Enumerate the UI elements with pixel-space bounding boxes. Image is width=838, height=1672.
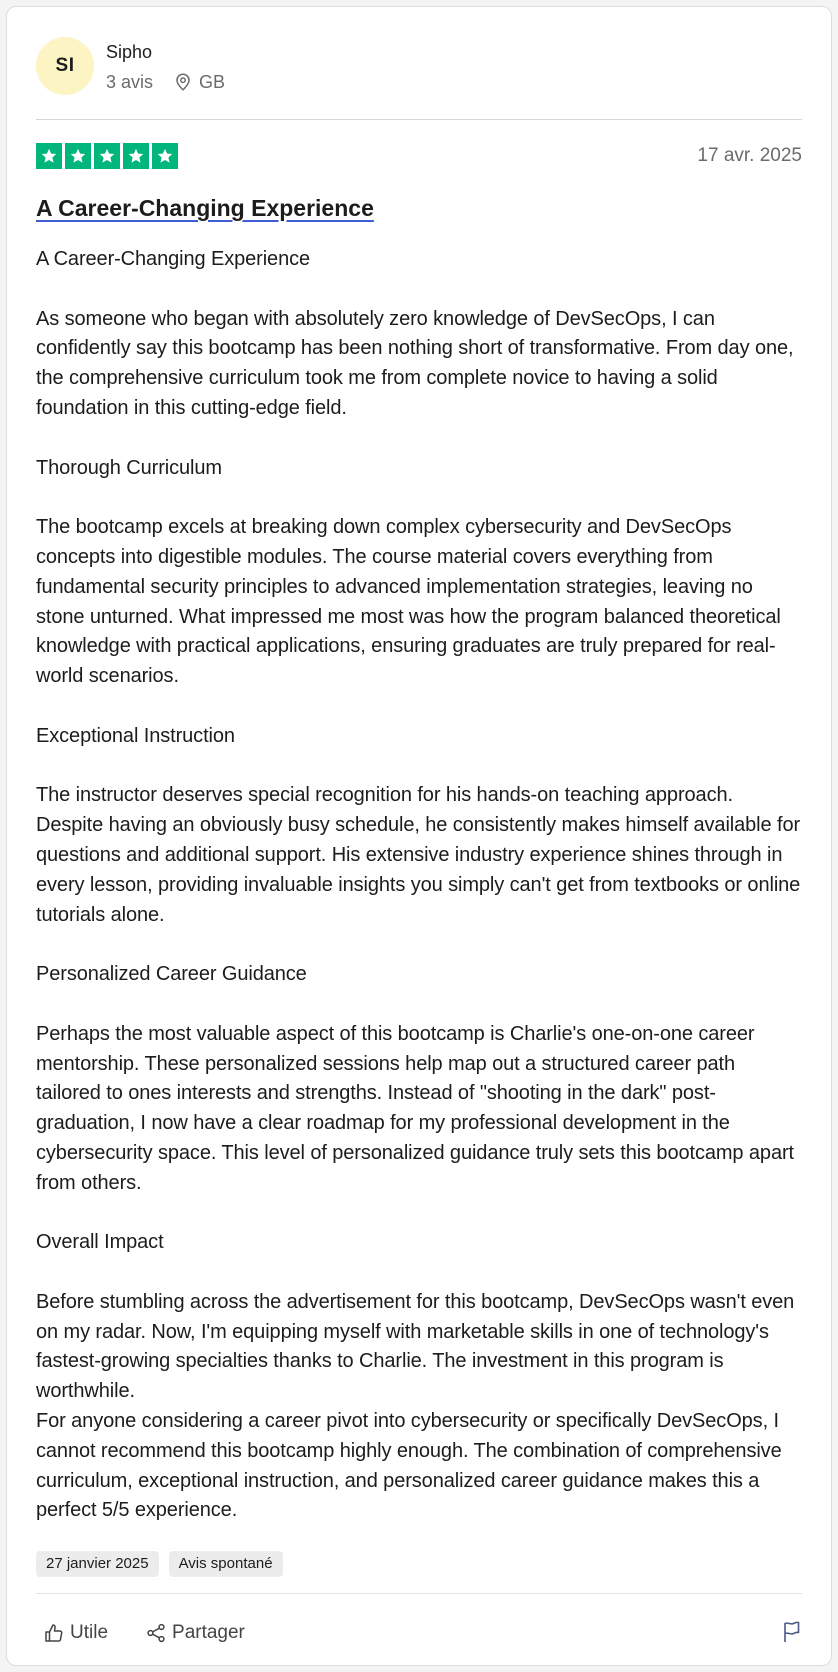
share-label: Partager bbox=[172, 1622, 245, 1643]
location-pin-icon bbox=[175, 73, 191, 91]
star-icon bbox=[36, 143, 62, 169]
share-button[interactable] bbox=[138, 1622, 245, 1644]
review-actions bbox=[36, 1617, 802, 1649]
review-tags bbox=[36, 1551, 293, 1577]
review-date: 17 avr. 2025 bbox=[697, 145, 802, 166]
review-type-tag: Avis spontané bbox=[169, 1551, 283, 1577]
star-icon bbox=[152, 143, 178, 169]
consumer-name[interactable]: Sipho bbox=[106, 42, 153, 62]
star-icon bbox=[123, 143, 149, 169]
experience-date-tag: 27 janvier 2025 bbox=[36, 1551, 159, 1577]
consumer-location bbox=[175, 71, 225, 93]
report-flag-button[interactable] bbox=[782, 1621, 802, 1648]
useful-button[interactable] bbox=[36, 1622, 108, 1644]
useful-label: Utile bbox=[70, 1622, 109, 1643]
country-code: GB bbox=[199, 72, 226, 92]
review-card bbox=[6, 6, 832, 1666]
footer-divider bbox=[36, 1593, 802, 1594]
share-icon bbox=[146, 1623, 166, 1643]
consumer-info[interactable] bbox=[36, 37, 225, 97]
flag-icon bbox=[782, 1621, 802, 1643]
thumbs-up-icon bbox=[44, 1623, 64, 1643]
star-icon bbox=[65, 143, 91, 169]
reviews-count: 3 avis bbox=[106, 72, 154, 92]
review-body: A Career-Changing Experience As someone who began with absolutely zero knowledge of DevSecOps, I can confidently say this bootcamp has been nothing short of transformative. From day one, the comprehensive curriculum took me from complete novice to having a solid foundation in this cutting-edge field. Thorough Curriculum The bootcamp excels at breaking down complex cybersecurity and DevSecOps concepts into digestible modules. The course material covers everything from fundamental security principles to advanced implementation strategies, leaving no stone unturned. What impressed me most was how the program balanced theoretical knowledge with practical applications, ensuring graduates are truly prepared for real-world scenarios. Exceptional Instruction The instructor deserves special recognition for his hands-on teaching approach. Despite having an obviously busy schedule, he consistently makes himself available for questions and additional support. His extensive industry experience shines through in every lesson, providing invaluable insights you simply can't get from textbooks or online tutorials alone. Personalized Career Guidance Perhaps the most valuable aspect of this bootcamp is Charlie's one-on-one career mentorship. These personalized sessions help map out a structured career path tailored to ones interests and strengths. Instead of "shooting in the dark" post-graduation, I now have a clear roadmap for my professional development in the cybersecurity space. This level of personalized guidance truly sets this bootcamp apart from others. Overall Impact Before stumbling across the advertisement for this bootcamp, DevSecOps wasn't even on my radar. Now, I'm equipping myself with marketable skills in one of technology's fastest-growing specialties thanks to Charlie. The investment in this program is worthwhile. For anyone considering a career pivot into cybersecurity or specifically DevSecOps, I cannot recommend this bootcamp highly enough. The combination of comprehensive curriculum, exceptional instruction, and personalized career guidance makes this a perfect 5/5 experience. bbox=[36, 248, 801, 1522]
consumer-meta bbox=[106, 71, 225, 93]
header-divider bbox=[36, 119, 802, 120]
review-title-link[interactable]: A Career-Changing Experience bbox=[36, 195, 374, 221]
star-rating bbox=[36, 143, 181, 169]
avatar[interactable]: SI bbox=[36, 37, 94, 95]
rating-row bbox=[36, 142, 802, 170]
star-icon bbox=[94, 143, 120, 169]
